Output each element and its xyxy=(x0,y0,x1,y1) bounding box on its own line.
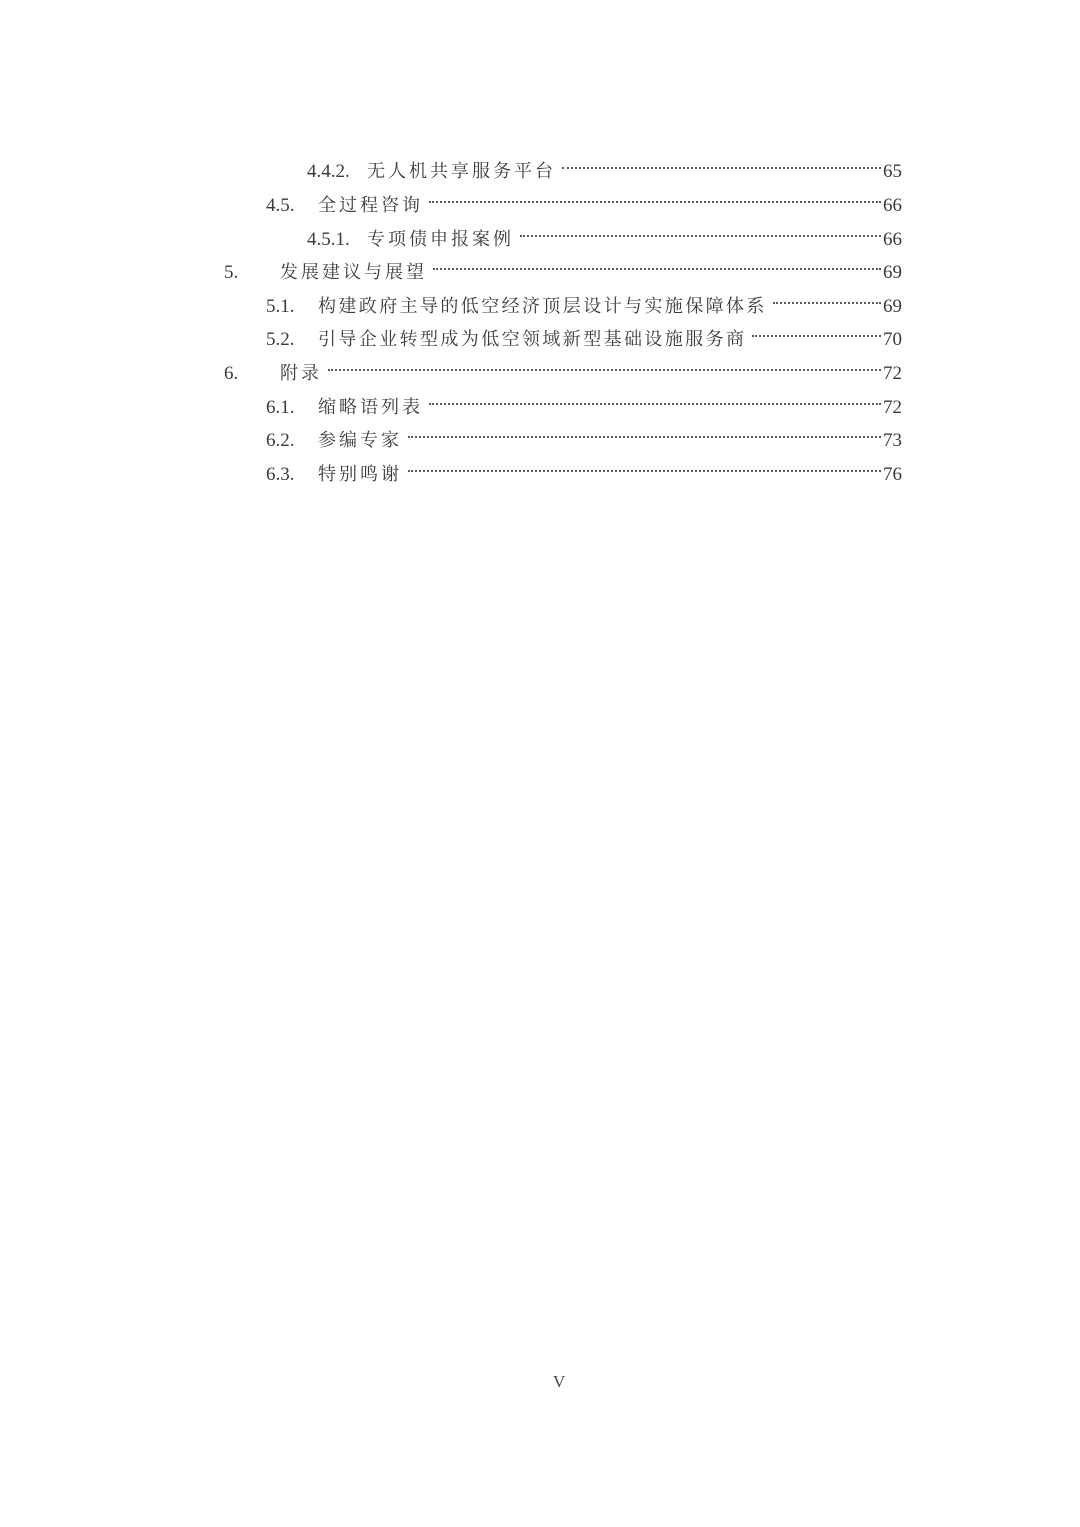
toc-entry-number: 5.1. xyxy=(266,296,295,317)
toc-entry-title: 附录 xyxy=(280,363,322,384)
toc-entry-title: 发展建议与展望 xyxy=(280,262,427,283)
toc-entry-4-5-1[interactable] xyxy=(307,215,902,250)
toc-dot-leader xyxy=(773,282,881,312)
toc-entry-page: 70 xyxy=(883,329,902,350)
toc-entry-number: 6.2. xyxy=(266,430,295,451)
toc-entry-title: 构建政府主导的低空经济顶层设计与实施保障体系 xyxy=(318,296,767,317)
toc-entry-6-3[interactable] xyxy=(266,450,902,485)
toc-entry-number: 6.3. xyxy=(266,464,295,485)
toc-entry-5-1[interactable] xyxy=(266,282,902,317)
toc-entry-title: 缩略语列表 xyxy=(318,397,423,418)
toc-entry-page: 76 xyxy=(883,464,902,485)
page-number: V xyxy=(553,1372,566,1391)
toc-entry-page: 65 xyxy=(883,161,902,182)
toc-entry-number: 6.1. xyxy=(266,397,295,418)
toc-entry-title: 专项债申报案例 xyxy=(367,229,514,250)
toc-entry-title: 特别鸣谢 xyxy=(318,464,402,485)
toc-entry-page: 73 xyxy=(883,430,902,451)
toc-entry-title: 引导企业转型成为低空领域新型基础设施服务商 xyxy=(318,329,747,350)
toc-entry-page: 69 xyxy=(883,262,902,283)
toc-dot-leader xyxy=(408,416,881,446)
toc-entry-4-5[interactable] xyxy=(266,181,902,216)
toc-entry-page: 72 xyxy=(883,363,902,384)
toc-entry-page: 69 xyxy=(883,296,902,317)
toc-entry-number: 4.5. xyxy=(266,195,295,216)
toc-entry-page: 72 xyxy=(883,397,902,418)
toc-dot-leader xyxy=(520,215,881,245)
toc-dot-leader xyxy=(433,248,881,278)
toc-dot-leader xyxy=(562,147,881,177)
toc-entry-4-4-2[interactable] xyxy=(307,147,902,182)
toc-dot-leader xyxy=(429,383,881,413)
toc-entry-number: 6. xyxy=(224,363,239,384)
toc-entry-6-1[interactable] xyxy=(266,383,902,418)
toc-entry-number: 5. xyxy=(224,262,239,283)
toc-entry-number: 5.2. xyxy=(266,329,295,350)
toc-entry-number: 4.4.2. xyxy=(307,161,350,182)
toc-entry-number: 4.5.1. xyxy=(307,229,350,250)
toc-entry-5[interactable] xyxy=(224,248,902,283)
toc-entry-title: 全过程咨询 xyxy=(318,195,423,216)
toc-entry-page: 66 xyxy=(883,229,902,250)
toc-entry-5-2[interactable] xyxy=(266,315,902,350)
toc-dot-leader xyxy=(408,450,881,480)
toc-entry-6-2[interactable] xyxy=(266,416,902,451)
toc-entry-title: 参编专家 xyxy=(318,430,402,451)
toc-entry-title: 无人机共享服务平台 xyxy=(367,161,556,182)
toc-dot-leader xyxy=(429,181,881,211)
toc-entry-page: 66 xyxy=(883,195,902,216)
toc-entry-6[interactable] xyxy=(224,349,902,384)
toc-dot-leader xyxy=(752,315,881,345)
toc-dot-leader xyxy=(328,349,881,379)
